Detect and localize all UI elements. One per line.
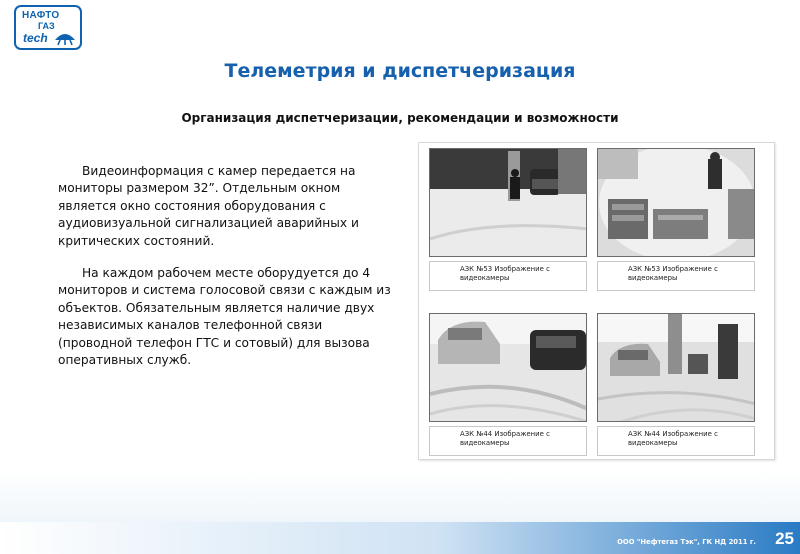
- oil-drop-icon: [52, 28, 78, 46]
- logo-text-line1: НАФТО: [22, 10, 60, 21]
- body-paragraph: На каждом рабочем месте оборудуется до 4 мониторов и система голосовой связи с каждым из объектов. Обязательным является наличие двух независимых каналов телефонной связи (проводной телефон ГТС и сотовый) для вызова оперативных служб.: [58, 266, 391, 368]
- page-title: Телеметрия и диспетчеризация: [224, 60, 576, 82]
- footer-company: ООО "Нефтегаз Тэк", ГК НД 2011 г.: [617, 538, 756, 546]
- logo-text-line2: ГАЗ: [38, 21, 55, 31]
- camera-caption: АЗК №53 Изображение с видеокамеры: [429, 261, 587, 291]
- camera-gallery: [418, 142, 775, 460]
- camera-photo: [597, 313, 755, 422]
- camera-view: [597, 148, 755, 291]
- camera-photo: [429, 313, 587, 422]
- page-subtitle: Организация диспетчеризации, рекомендации и возможности: [181, 111, 619, 125]
- camera-view: [597, 313, 755, 456]
- camera-photo: [429, 148, 587, 257]
- camera-view: [429, 148, 587, 291]
- logo-text-line3: tech: [23, 31, 48, 45]
- body-paragraph: Видеоинформация с камер передается на мониторы размером 32”. Отдельным окном является окно состояния оборудования с аудиовизуальной сигнализацией аварийных и критических состояний.: [58, 164, 359, 248]
- page-number: 25: [775, 529, 794, 548]
- camera-caption: АЗК №44 Изображение с видеокамеры: [429, 426, 587, 456]
- company-logo: [14, 5, 82, 50]
- camera-caption: АЗК №44 Изображение с видеокамеры: [597, 426, 755, 456]
- camera-photo: [597, 148, 755, 257]
- camera-view: [429, 313, 587, 456]
- camera-caption: АЗК №53 Изображение с видеокамеры: [597, 261, 755, 291]
- body-text: [58, 163, 398, 384]
